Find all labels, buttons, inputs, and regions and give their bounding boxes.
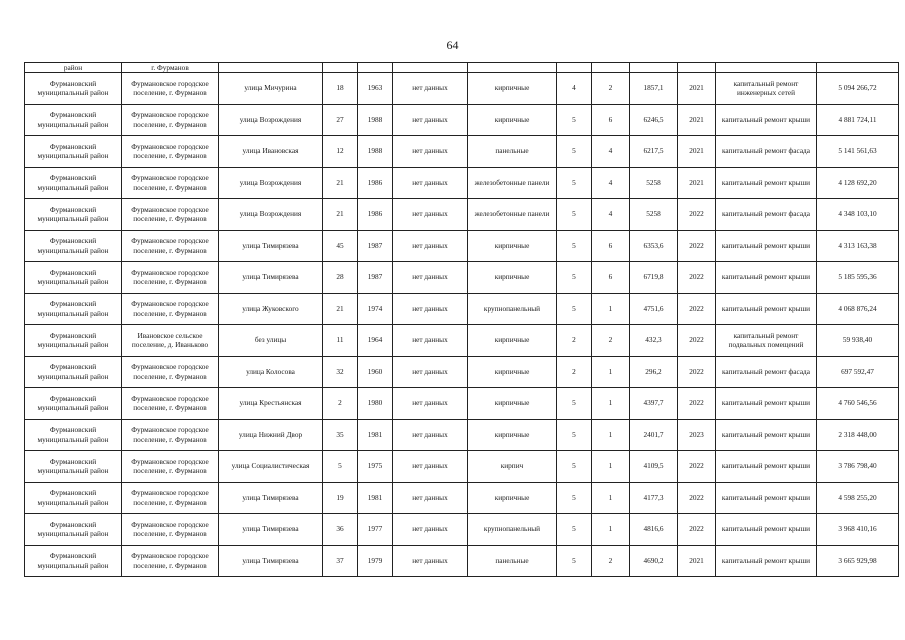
commissioning-cell: нет данных xyxy=(393,325,468,357)
repair-year-cell: 2022 xyxy=(678,388,716,420)
floors-cell: 5 xyxy=(557,514,592,546)
repair-year-cell: 2021 xyxy=(678,545,716,577)
wall-material-cell: кирпич xyxy=(468,451,557,483)
settlement-cell: Фурмановское городское поселение, г. Фурманов xyxy=(122,199,219,231)
settlement-cell: Фурмановское городское поселение, г. Фурманов xyxy=(122,293,219,325)
area-cell: 5258 xyxy=(630,167,678,199)
house-number-cell: 21 xyxy=(323,199,358,231)
entrances-cell: 4 xyxy=(592,136,630,168)
cost-cell: 5 094 266,72 xyxy=(817,73,899,105)
work-type-cell: капитальный ремонт крыши xyxy=(716,262,817,294)
district-cell: Фурмановский муниципальный район xyxy=(25,136,122,168)
entrances-cell: 6 xyxy=(592,262,630,294)
wall-material-cell: железобетонные панели xyxy=(468,199,557,231)
table-row xyxy=(25,73,899,105)
street-cell: улица Тимирязева xyxy=(219,545,323,577)
entrances-cell: 2 xyxy=(592,545,630,577)
cost-cell: 5 141 561,63 xyxy=(817,136,899,168)
area-cell: 4397,7 xyxy=(630,388,678,420)
district-cell: Фурмановский муниципальный район xyxy=(25,199,122,231)
year-built-cell: 1975 xyxy=(358,451,393,483)
year-built-cell: 1980 xyxy=(358,388,393,420)
settlement-cell: Фурмановское городское поселение, г. Фурманов xyxy=(122,104,219,136)
year-built-cell: 1981 xyxy=(358,482,393,514)
table-row xyxy=(25,104,899,136)
cost-cell: 3 968 410,16 xyxy=(817,514,899,546)
street-cell: улица Тимирязева xyxy=(219,230,323,262)
year-built-cell: 1987 xyxy=(358,262,393,294)
wall-material-cell: кирпичные xyxy=(468,230,557,262)
repair-year-cell: 2022 xyxy=(678,451,716,483)
floors-cell: 5 xyxy=(557,262,592,294)
house-number-cell: 19 xyxy=(323,482,358,514)
work-type-cell: капитальный ремонт крыши xyxy=(716,514,817,546)
settlement-cell: Фурмановское городское поселение, г. Фурманов xyxy=(122,419,219,451)
cost-cell: 4 760 546,56 xyxy=(817,388,899,420)
table-row xyxy=(25,167,899,199)
wall-material-cell: кирпичные xyxy=(468,325,557,357)
street-cell: улица Тимирязева xyxy=(219,482,323,514)
table-row xyxy=(25,482,899,514)
repair-year-cell: 2021 xyxy=(678,136,716,168)
house-number-cell: 5 xyxy=(323,451,358,483)
area-cell: 2401,7 xyxy=(630,419,678,451)
year-built-cell: 1977 xyxy=(358,514,393,546)
work-type-cell: капитальный ремонт инженерных сетей xyxy=(716,73,817,105)
cost-cell: 5 185 595,36 xyxy=(817,262,899,294)
entrances-cell: 1 xyxy=(592,388,630,420)
entrances-cell: 1 xyxy=(592,419,630,451)
floors-cell xyxy=(557,63,592,73)
work-type-cell: капитальный ремонт крыши xyxy=(716,451,817,483)
floors-cell: 2 xyxy=(557,325,592,357)
wall-material-cell: кирпичные xyxy=(468,482,557,514)
table-row xyxy=(25,199,899,231)
settlement-cell: Фурмановское городское поселение, г. Фурманов xyxy=(122,356,219,388)
table-row xyxy=(25,545,899,577)
cost-cell xyxy=(817,63,899,73)
commissioning-cell: нет данных xyxy=(393,356,468,388)
district-cell: Фурмановский муниципальный район xyxy=(25,451,122,483)
street-cell: улица Мичурина xyxy=(219,73,323,105)
floors-cell: 5 xyxy=(557,482,592,514)
cost-cell: 4 881 724,11 xyxy=(817,104,899,136)
cost-cell: 4 068 876,24 xyxy=(817,293,899,325)
repair-year-cell: 2021 xyxy=(678,104,716,136)
work-type-cell: капитальный ремонт крыши xyxy=(716,104,817,136)
work-type-cell: капитальный ремонт крыши xyxy=(716,293,817,325)
floors-cell: 5 xyxy=(557,136,592,168)
work-type-cell: капитальный ремонт подвальных помещений xyxy=(716,325,817,357)
cost-cell: 2 318 448,00 xyxy=(817,419,899,451)
area-cell: 4816,6 xyxy=(630,514,678,546)
street-cell: без улицы xyxy=(219,325,323,357)
repair-year-cell: 2022 xyxy=(678,262,716,294)
cost-cell: 59 938,40 xyxy=(817,325,899,357)
settlement-cell: Фурмановское городское поселение, г. Фурманов xyxy=(122,73,219,105)
settlement-cell: Фурмановское городское поселение, г. Фурманов xyxy=(122,136,219,168)
table-row xyxy=(25,419,899,451)
area-cell: 5258 xyxy=(630,199,678,231)
floors-cell: 5 xyxy=(557,451,592,483)
street-cell: улица Ивановская xyxy=(219,136,323,168)
table-row xyxy=(25,325,899,357)
entrances-cell: 4 xyxy=(592,167,630,199)
settlement-cell: Фурмановское городское поселение, г. Фурманов xyxy=(122,451,219,483)
commissioning-cell: нет данных xyxy=(393,482,468,514)
settlement-cell: Фурмановское городское поселение, г. Фурманов xyxy=(122,167,219,199)
area-cell: 6217,5 xyxy=(630,136,678,168)
house-number-cell: 27 xyxy=(323,104,358,136)
area-cell: 1857,1 xyxy=(630,73,678,105)
cost-cell: 697 592,47 xyxy=(817,356,899,388)
entrances-cell: 2 xyxy=(592,73,630,105)
street-cell: улица Крестьянская xyxy=(219,388,323,420)
work-type-cell: капитальный ремонт крыши xyxy=(716,230,817,262)
commissioning-cell: нет данных xyxy=(393,293,468,325)
area-cell: 4177,3 xyxy=(630,482,678,514)
wall-material-cell: кирпичные xyxy=(468,356,557,388)
table-row xyxy=(25,356,899,388)
cost-cell: 3 786 798,40 xyxy=(817,451,899,483)
wall-material-cell: кирпичные xyxy=(468,419,557,451)
settlement-cell: Фурмановское городское поселение, г. Фурманов xyxy=(122,514,219,546)
year-built-cell: 1974 xyxy=(358,293,393,325)
cost-cell: 4 313 163,38 xyxy=(817,230,899,262)
street-cell: улица Возрождения xyxy=(219,199,323,231)
settlement-cell: Фурмановское городское поселение, г. Фурманов xyxy=(122,388,219,420)
work-type-cell: капитальный ремонт крыши xyxy=(716,545,817,577)
commissioning-cell: нет данных xyxy=(393,451,468,483)
entrances-cell: 1 xyxy=(592,514,630,546)
table-row xyxy=(25,262,899,294)
district-cell: район xyxy=(25,63,122,73)
commissioning-cell: нет данных xyxy=(393,73,468,105)
work-type-cell: капитальный ремонт крыши xyxy=(716,419,817,451)
wall-material-cell: крупнопанельный xyxy=(468,514,557,546)
floors-cell: 4 xyxy=(557,73,592,105)
floors-cell: 5 xyxy=(557,199,592,231)
commissioning-cell: нет данных xyxy=(393,167,468,199)
street-cell: улица Жуковского xyxy=(219,293,323,325)
floors-cell: 5 xyxy=(557,104,592,136)
work-type-cell: капитальный ремонт фасада xyxy=(716,199,817,231)
house-number-cell xyxy=(323,63,358,73)
house-number-cell: 32 xyxy=(323,356,358,388)
cost-cell: 4 128 692,20 xyxy=(817,167,899,199)
wall-material-cell: панельные xyxy=(468,545,557,577)
year-built-cell: 1979 xyxy=(358,545,393,577)
repair-year-cell: 2022 xyxy=(678,356,716,388)
area-cell: 6353,6 xyxy=(630,230,678,262)
house-number-cell: 12 xyxy=(323,136,358,168)
wall-material-cell: кирпичные xyxy=(468,388,557,420)
commissioning-cell: нет данных xyxy=(393,514,468,546)
entrances-cell: 6 xyxy=(592,104,630,136)
year-built-cell: 1960 xyxy=(358,356,393,388)
street-cell xyxy=(219,63,323,73)
year-built-cell: 1964 xyxy=(358,325,393,357)
house-number-cell: 28 xyxy=(323,262,358,294)
wall-material-cell: кирпичные xyxy=(468,73,557,105)
floors-cell: 2 xyxy=(557,356,592,388)
district-cell: Фурмановский муниципальный район xyxy=(25,262,122,294)
commissioning-cell: нет данных xyxy=(393,262,468,294)
area-cell: 296,2 xyxy=(630,356,678,388)
entrances-cell: 1 xyxy=(592,451,630,483)
area-cell: 4690,2 xyxy=(630,545,678,577)
repair-year-cell: 2021 xyxy=(678,167,716,199)
entrances-cell: 6 xyxy=(592,230,630,262)
work-type-cell xyxy=(716,63,817,73)
district-cell: Фурмановский муниципальный район xyxy=(25,388,122,420)
work-type-cell: капитальный ремонт крыши xyxy=(716,388,817,420)
commissioning-cell: нет данных xyxy=(393,230,468,262)
commissioning-cell: нет данных xyxy=(393,136,468,168)
area-cell: 6246,5 xyxy=(630,104,678,136)
wall-material-cell: железобетонные панели xyxy=(468,167,557,199)
district-cell: Фурмановский муниципальный район xyxy=(25,167,122,199)
repair-year-cell: 2022 xyxy=(678,293,716,325)
street-cell: улица Возрождения xyxy=(219,167,323,199)
commissioning-cell xyxy=(393,63,468,73)
settlement-cell: г. Фурманов xyxy=(122,63,219,73)
street-cell: улица Колосова xyxy=(219,356,323,388)
wall-material-cell: кирпичные xyxy=(468,262,557,294)
house-number-cell: 45 xyxy=(323,230,358,262)
wall-material-cell xyxy=(468,63,557,73)
table-row xyxy=(25,388,899,420)
floors-cell: 5 xyxy=(557,545,592,577)
commissioning-cell: нет данных xyxy=(393,199,468,231)
entrances-cell: 2 xyxy=(592,325,630,357)
district-cell: Фурмановский муниципальный район xyxy=(25,482,122,514)
commissioning-cell: нет данных xyxy=(393,545,468,577)
entrances-cell: 1 xyxy=(592,482,630,514)
entrances-cell: 4 xyxy=(592,199,630,231)
year-built-cell: 1987 xyxy=(358,230,393,262)
year-built-cell: 1986 xyxy=(358,199,393,231)
district-cell: Фурмановский муниципальный район xyxy=(25,514,122,546)
district-cell: Фурмановский муниципальный район xyxy=(25,545,122,577)
work-type-cell: капитальный ремонт фасада xyxy=(716,136,817,168)
settlement-cell: Фурмановское городское поселение, г. Фурманов xyxy=(122,545,219,577)
repair-year-cell: 2022 xyxy=(678,325,716,357)
district-cell: Фурмановский муниципальный район xyxy=(25,419,122,451)
floors-cell: 5 xyxy=(557,230,592,262)
entrances-cell xyxy=(592,63,630,73)
area-cell xyxy=(630,63,678,73)
area-cell: 432,3 xyxy=(630,325,678,357)
entrances-cell: 1 xyxy=(592,356,630,388)
street-cell: улица Возрождения xyxy=(219,104,323,136)
year-built-cell: 1963 xyxy=(358,73,393,105)
floors-cell: 5 xyxy=(557,293,592,325)
table-row xyxy=(25,230,899,262)
area-cell: 4109,5 xyxy=(630,451,678,483)
house-number-cell: 35 xyxy=(323,419,358,451)
district-cell: Фурмановский муниципальный район xyxy=(25,104,122,136)
repair-year-cell: 2022 xyxy=(678,482,716,514)
floors-cell: 5 xyxy=(557,167,592,199)
table-row xyxy=(25,293,899,325)
street-cell: улица Тимирязева xyxy=(219,514,323,546)
cost-cell: 4 348 103,10 xyxy=(817,199,899,231)
table-row xyxy=(25,136,899,168)
table-body xyxy=(25,63,899,577)
area-cell: 6719,8 xyxy=(630,262,678,294)
house-number-cell: 37 xyxy=(323,545,358,577)
commissioning-cell: нет данных xyxy=(393,419,468,451)
house-number-cell: 18 xyxy=(323,73,358,105)
district-cell: Фурмановский муниципальный район xyxy=(25,230,122,262)
commissioning-cell: нет данных xyxy=(393,104,468,136)
page-number: 64 xyxy=(446,38,459,52)
wall-material-cell: кирпичные xyxy=(468,104,557,136)
housing-repair-table xyxy=(24,62,899,577)
house-number-cell: 2 xyxy=(323,388,358,420)
settlement-cell: Фурмановское городское поселение, г. Фурманов xyxy=(122,230,219,262)
wall-material-cell: крупнопанельный xyxy=(468,293,557,325)
work-type-cell: капитальный ремонт фасада xyxy=(716,356,817,388)
street-cell: улица Социалистическая xyxy=(219,451,323,483)
table-row xyxy=(25,451,899,483)
settlement-cell: Фурмановское городское поселение, г. Фурманов xyxy=(122,482,219,514)
area-cell: 4751,6 xyxy=(630,293,678,325)
cost-cell: 4 598 255,20 xyxy=(817,482,899,514)
wall-material-cell: панельные xyxy=(468,136,557,168)
year-built-cell xyxy=(358,63,393,73)
commissioning-cell: нет данных xyxy=(393,388,468,420)
house-number-cell: 36 xyxy=(323,514,358,546)
repair-year-cell: 2022 xyxy=(678,514,716,546)
district-cell: Фурмановский муниципальный район xyxy=(25,325,122,357)
table-row xyxy=(25,514,899,546)
settlement-cell: Ивановское сельское поселение, д. Иваньково xyxy=(122,325,219,357)
year-built-cell: 1986 xyxy=(358,167,393,199)
repair-year-cell: 2023 xyxy=(678,419,716,451)
house-number-cell: 21 xyxy=(323,167,358,199)
district-cell: Фурмановский муниципальный район xyxy=(25,356,122,388)
table-row-continued xyxy=(25,63,899,73)
house-number-cell: 21 xyxy=(323,293,358,325)
street-cell: улица Тимирязева xyxy=(219,262,323,294)
district-cell: Фурмановский муниципальный район xyxy=(25,73,122,105)
repair-year-cell: 2022 xyxy=(678,199,716,231)
entrances-cell: 1 xyxy=(592,293,630,325)
house-number-cell: 11 xyxy=(323,325,358,357)
repair-year-cell xyxy=(678,63,716,73)
repair-year-cell: 2021 xyxy=(678,73,716,105)
floors-cell: 5 xyxy=(557,388,592,420)
year-built-cell: 1988 xyxy=(358,104,393,136)
repair-year-cell: 2022 xyxy=(678,230,716,262)
district-cell: Фурмановский муниципальный район xyxy=(25,293,122,325)
cost-cell: 3 665 929,98 xyxy=(817,545,899,577)
year-built-cell: 1988 xyxy=(358,136,393,168)
floors-cell: 5 xyxy=(557,419,592,451)
street-cell: улица Нижний Двор xyxy=(219,419,323,451)
work-type-cell: капитальный ремонт крыши xyxy=(716,482,817,514)
settlement-cell: Фурмановское городское поселение, г. Фурманов xyxy=(122,262,219,294)
work-type-cell: капитальный ремонт крыши xyxy=(716,167,817,199)
year-built-cell: 1981 xyxy=(358,419,393,451)
